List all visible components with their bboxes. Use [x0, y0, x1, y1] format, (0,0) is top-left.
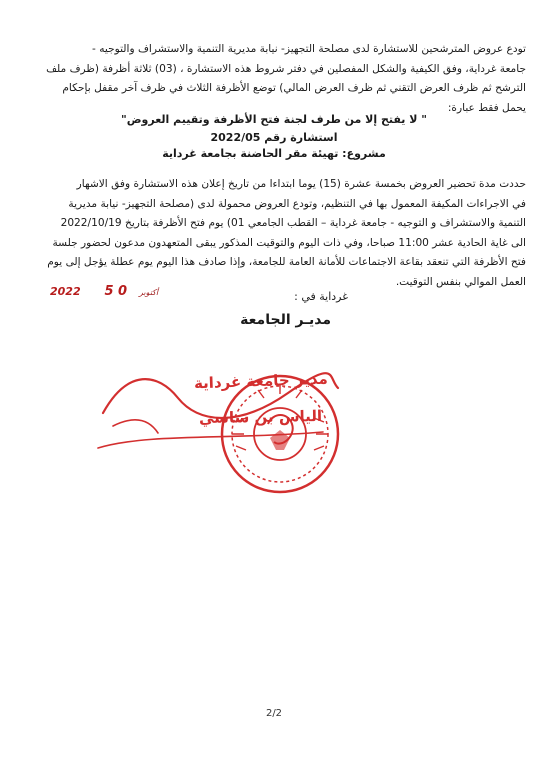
director-title: مديـر الجامعة — [240, 312, 331, 328]
stamp-title: مدير جامعة غرداية — [193, 369, 329, 393]
paragraph-line: في الاجراءات المكيفة المعمول بها في التنظيم، وتودع العروض محمولة لدى (مصلحة التجهيز- نيابة مديرية — [68, 197, 526, 210]
signatory-name: الياس بن ساسي — [198, 406, 323, 428]
page-number: 2/2 — [265, 708, 283, 719]
paragraph-line: حددت مدة تحضير العروض بخمسة عشرة (15) يوما ابتداءا من تاريخ إعلان هذه الاستشارة وفق الاشهار — [76, 178, 526, 190]
date-stamp — [50, 284, 158, 299]
date-label: غرداية في : — [294, 290, 348, 303]
deadline-paragraph — [18, 175, 526, 292]
date-stamp-year: 2022 — [50, 285, 81, 298]
paragraph-line: الترشح ثم ظرف العرض التقني ثم ظرف العرض المالي) توضع الأظرفة الثلاث في ظرف آخر مقفل بإحكام — [62, 82, 526, 94]
date-stamp-month: أكتوبر — [138, 288, 159, 297]
deposit-paragraph — [18, 40, 526, 118]
project-title: مشروع: تهيئة مقر الحاضنة بجامعة غرداية — [162, 147, 386, 160]
university-seal-icon — [218, 372, 342, 496]
paragraph-line: فتح الأظرفة التي تنعقد بقاعة الاجتماعات للأمانة العامة للجامعة، وإذا صادف هذا اليوم يوم عطلة يؤجل إلى يوم — [47, 256, 526, 268]
paragraph-line: التنمية والاستشراف و التوجيه - جامعة غرداية – القطب الجامعي 01) يوم فتح الأظرفة بتاريخ 2022/10/19 — [60, 217, 526, 229]
paragraph-line: جامعة غرداية، وفق الكيفية والشكل المفصلين في دفتر شروط هذه الاستشارة ، (03) ثلاثة أظرفة (ظرف ملف — [46, 62, 526, 75]
paragraph-line: العمل الموالي بنفس التوقيت. — [395, 275, 526, 288]
envelope-quote: " لا يفتح إلا من طرف لجنة فتح الأظرفة وتقييم العروض" — [120, 113, 428, 126]
date-stamp-day: 0 5 — [104, 284, 128, 299]
paragraph-line: الى غاية الحادية عشر 11:00 صباحا، وفي ذات اليوم والتوقيت المذكور يبقى المتعهدون مدعون لحضور جلسة — [52, 236, 526, 249]
paragraph-line: تودع عروض المترشحين للاستشارة لدى مصلحة التجهيز- نيابة مديرية التنمية والاستشراف والتوجيه - — [92, 43, 526, 55]
consultation-number: استشارة رقم 2022/05 — [210, 131, 338, 144]
paragraph-line: يحمل فقط عبارة: — [447, 101, 526, 114]
